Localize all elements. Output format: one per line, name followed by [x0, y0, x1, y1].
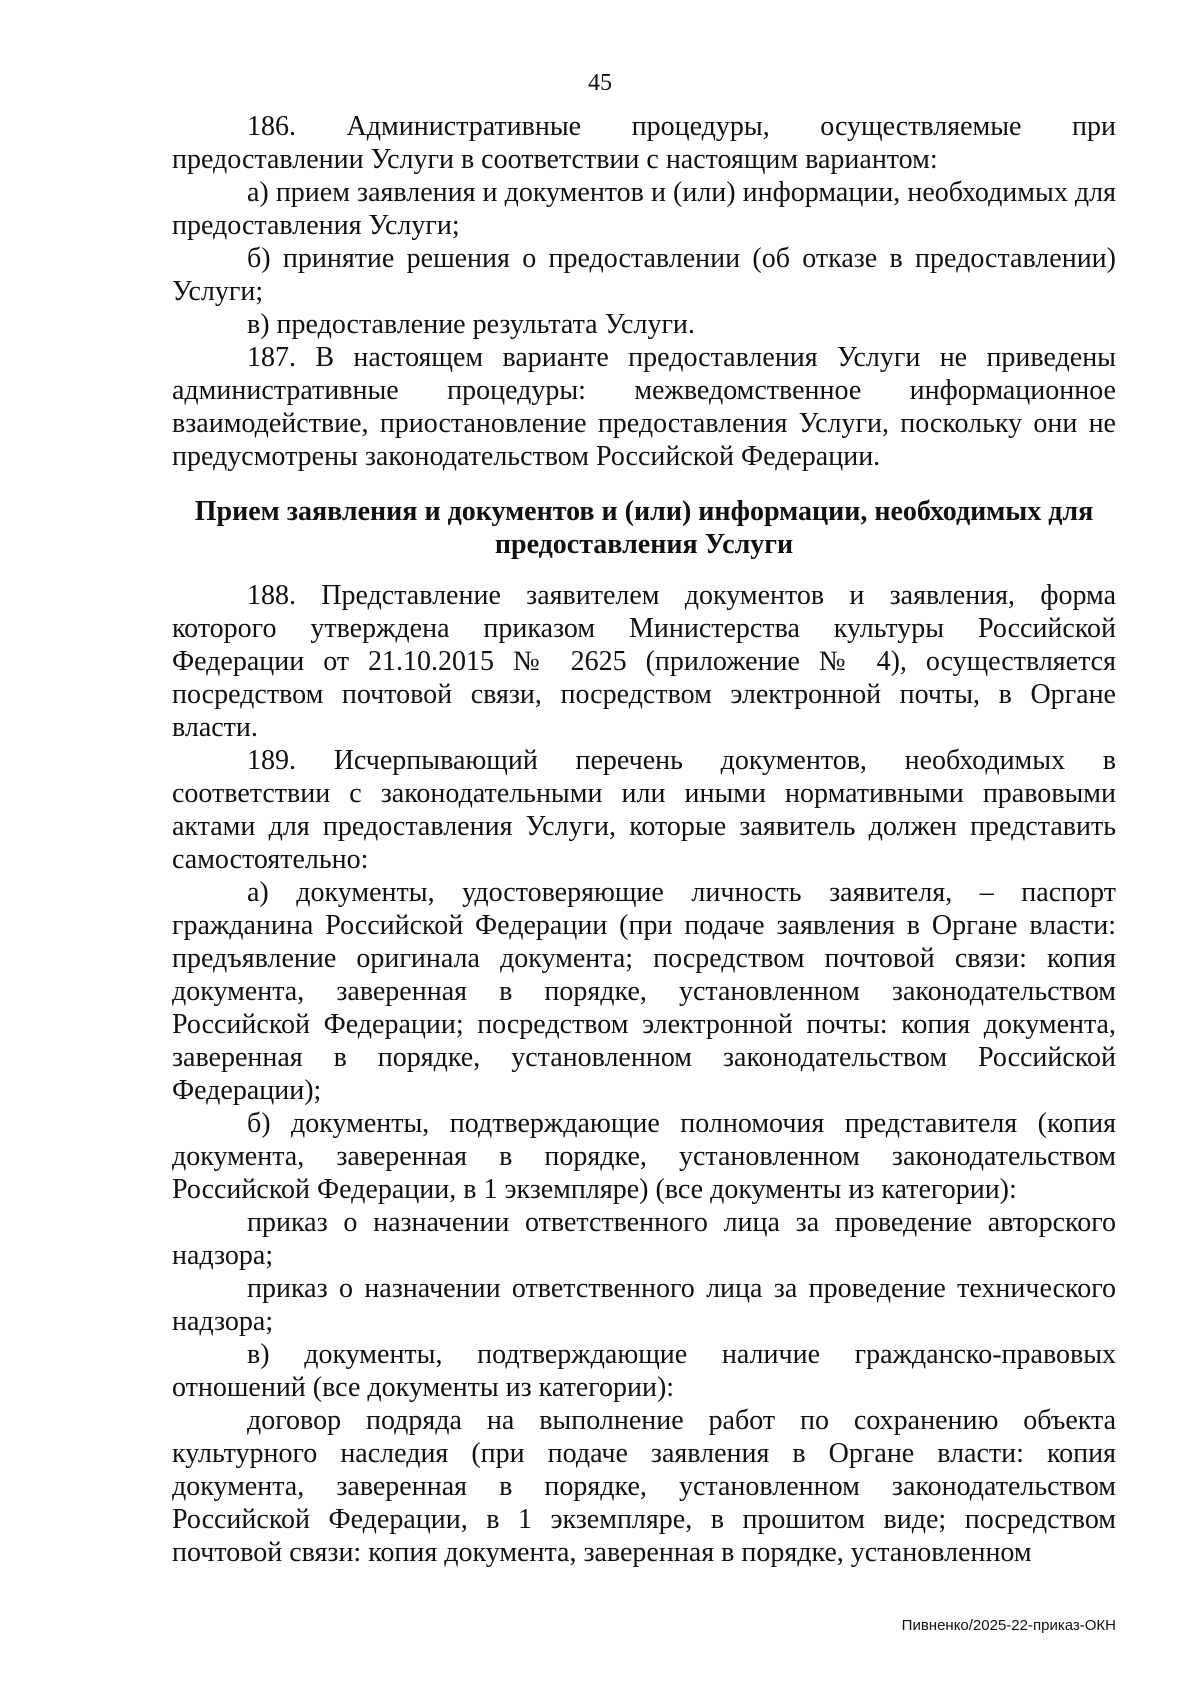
list-item-a-identity-documents: а) документы, удостоверяющие личность заявителя, – паспорт гражданина Российской Федерации (при подаче заявления в Органе власти: предъявление оригинала документа; посредством почтовой связи: копия документа, заверенная в порядке, установленном законодательством Российской Федерации; посредством электронной почты: копия документа, заверенная в порядке, установленном законодательством Российской Федерации);: [172, 877, 1116, 1106]
document-body: [172, 110, 1116, 1569]
document-code-footer: Пивненко/2025-22-приказ-ОКН: [901, 1617, 1116, 1634]
paragraph-187: 187. В настоящем варианте предоставления Услуги не приведены административные процедуры: межведомственное информационное взаимодействие, приостановление предоставления Услуги, поскольку они не предусмотрены законодательством Российской Федерации.: [172, 342, 1116, 472]
list-item-b-representative-documents: б) документы, подтверждающие полномочия представителя (копия документа, заверенная в порядке, установленном законодательством Российской Федерации, в 1 экземпляре) (все документы из категории):: [172, 1108, 1116, 1205]
sub-item-author-supervision-order: приказ о назначении ответственного лица за проведение авторского надзора;: [172, 1207, 1116, 1271]
paragraph-188: 188. Представление заявителем документов и заявления, форма которого утверждена приказом Министерства культуры Российской Федерации от 21.10.2015 № 2625 (приложение № 4), осуществляется посредством почтовой связи, посредством электронной почты, в Органе власти.: [172, 580, 1116, 743]
paragraph-189: 189. Исчерпывающий перечень документов, необходимых в соответствии с законодательными или иными нормативными правовыми актами для предоставления Услуги, которые заявитель должен представить самостоятельно:: [172, 745, 1116, 875]
list-item-v: в) предоставление результата Услуги.: [247, 309, 695, 340]
sub-item-contract: договор подряда на выполнение работ по сохранению объекта культурного наследия (при подаче заявления в Органе власти: копия документа, заверенная в порядке, установленном законодательством Российской Федерации, в 1 экземпляре, в прошитом виде; посредством почтовой связи: копия документа, заверенная в порядке, установленном: [172, 1405, 1116, 1568]
paragraph-186: 186. Административные процедуры, осуществляемые при предоставлении Услуги в соответствии с настоящим вариантом:: [172, 111, 1116, 175]
sub-item-technical-supervision-order: приказ о назначении ответственного лица за проведение технического надзора;: [172, 1273, 1116, 1337]
list-item-a: а) прием заявления и документов и (или) информации, необходимых для предоставления Услуги;: [172, 177, 1116, 241]
list-item-v-civil-law-documents: в) документы, подтверждающие наличие гражданско-правовых отношений (все документы из категории):: [172, 1339, 1116, 1403]
section-heading: Прием заявления и документов и (или) информации, необходимых для предоставления Услуги: [194, 496, 1094, 560]
list-item-b: б) принятие решения о предоставлении (об отказе в предоставлении) Услуги;: [172, 243, 1116, 307]
page-number: 45: [588, 70, 612, 96]
